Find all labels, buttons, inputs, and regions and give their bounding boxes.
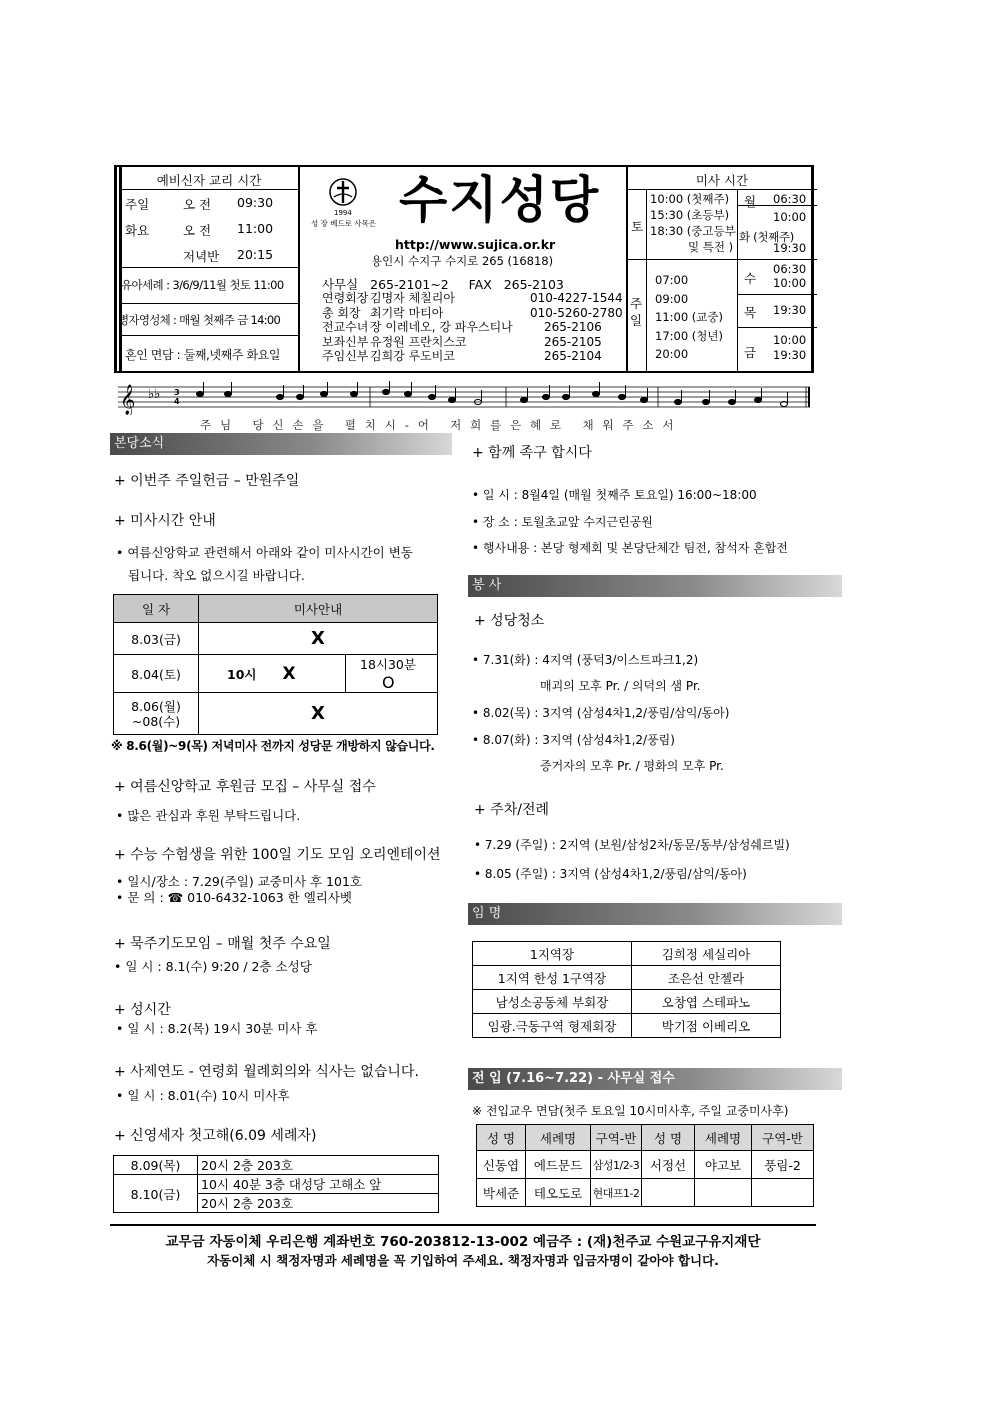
catechism-ampm: 오 전 (183, 223, 212, 238)
heading-holy-hour: + 성시간 (114, 1002, 171, 1018)
svg-text:𝄞: 𝄞 (120, 385, 136, 415)
church-logo-icon (329, 177, 357, 207)
footer-divider (110, 1224, 816, 1226)
heading-parking: + 주차/전례 (474, 802, 549, 818)
cleaning-item: 매괴의 모후 Pr. / 의덕의 샘 Pr. (540, 679, 701, 693)
parking-item: • 8.05 (주일) : 3지역 (삼성4차1,2/풍림/삼익/동아) (474, 867, 747, 881)
table-row: 8.10(금) 10시 40분 3층 대성당 고해소 앞 (114, 1175, 439, 1194)
logo-text: 성 장 베드로 사목은 (311, 219, 377, 228)
table-row: 1지역 한성 1구역장 조은선 안젤라 (473, 966, 781, 990)
prayer100-info: • 문 의 : ☎ 010-6432-1063 한 엘리사벳 (116, 890, 352, 905)
confession-table (113, 1155, 439, 1213)
mass-title: 미사 시간 (695, 173, 749, 188)
weekday-thu: 목 (744, 305, 757, 320)
logo-year: 1994 (334, 209, 352, 217)
svg-text:3: 3 (174, 388, 180, 397)
table-row: 8.03(금) X (114, 623, 438, 655)
catechism-day: 주일 (125, 197, 150, 212)
table-row: 8.09(목) 20시 2층 203호 (114, 1156, 439, 1175)
mass-note: • 여름신앙학교 관련해서 아래와 같이 미사시간이 변동 (116, 545, 413, 560)
staff-table (322, 291, 623, 364)
catechism-ampm: 저녁반 (183, 249, 220, 264)
heading-football: + 함께 족구 합시다 (472, 445, 592, 461)
divider (737, 189, 738, 373)
weekday-wed: 수 (744, 271, 757, 286)
cleaning-item: • 8.07(화) : 3지역 (삼성4차1,2/풍림) (472, 733, 675, 747)
catechism-time: 11:00 (237, 221, 274, 236)
catechism-time: 09:30 (237, 195, 274, 210)
divider (119, 167, 122, 373)
music-staff (118, 381, 812, 415)
staff-row: 보좌신부 유정원 프란치스코 265-2105 (322, 334, 602, 349)
footer-note: 자동이체 시 책정자명과 세례명을 꼭 기입하여 주세요. 책정자명과 입금자명이 같아야 합니다. (207, 1253, 719, 1268)
footer-account: 교무금 자동이체 우리은행 계좌번호 760-203812-13-002 예금주 : (재)천주교 수원교구유지재단 (165, 1234, 761, 1250)
table-row: 남성소공동체 부회장 오창엽 스테파노 (473, 990, 781, 1014)
heading-prayer100: + 수능 수험생을 위한 100일 기도 모임 오리엔테이션 (114, 847, 441, 863)
table-header: 성 명 세례명 구역-반 성 명 세례명 구역-반 (477, 1125, 814, 1151)
holy-hour-text: • 일 시 : 8.2(목) 19시 30분 미사 후 (116, 1021, 318, 1036)
table-row: 8.04(토) 10시 X 18시30분O (114, 655, 438, 693)
sun-label: 주일 (630, 296, 643, 328)
table-row: 신동엽 에드문드 삼성1/2-3 서정선 야고보 풍림-2 (477, 1151, 814, 1179)
heading-confession: + 신영세자 첫고해(6.09 세례자) (114, 1128, 317, 1144)
svg-text:4: 4 (174, 397, 180, 406)
divider (627, 259, 738, 260)
football-info: • 장 소 : 토월초교앞 수지근린공원 (472, 515, 653, 529)
mass-footnote: ※ 8.6(월)~9(목) 저녁미사 전까지 성당문 개방하지 않습니다. (111, 739, 435, 753)
section-service: 봉 사 (468, 575, 842, 597)
divider (626, 167, 628, 373)
catechism-ampm: 오 전 (183, 197, 212, 212)
heading-rosary: + 묵주기도모임 – 매월 첫주 수요일 (114, 936, 331, 952)
table-row: 1지역장 김희정 세실리아 (473, 942, 781, 966)
football-info: • 행사내용 : 본당 형제회 및 본당단체간 팀전, 참석자 혼합전 (472, 541, 788, 555)
sat-label: 토 (631, 219, 644, 234)
heading-deceased: + 사제연도 - 연령회 월례회의와 식사는 없습니다. (114, 1064, 419, 1080)
cleaning-item: 증거자의 모후 Pr. / 평화의 모후 Pr. (540, 759, 724, 773)
sun-times: 07:00 09:00 11:00 (교중) 17:00 (청년) 20:00 (655, 273, 723, 361)
church-address: 용인시 수지구 수지로 265 (16818) (371, 254, 554, 268)
mass-note: 됩니다. 착오 없으시길 바랍니다. (128, 568, 305, 583)
church-name: 수지성당 (399, 171, 601, 229)
hymn-lyrics: 주 님 당 신 손 을 펼 치 시 - 어 저 희 를 은 혜 로 채 워 주 소 서 (200, 418, 677, 432)
section-move-in: 전 입 (7.16~7.22) - 사무실 접수 (468, 1068, 842, 1090)
staff-row: 총 회장 최기락 마티아 010-5260-2780 (322, 305, 623, 320)
rosary-text: • 일 시 : 8.1(수) 9:20 / 2층 소성당 (114, 959, 312, 974)
section-parish-news: 본당소식 (110, 433, 452, 455)
catechism-time: 20:15 (237, 247, 274, 262)
infant-baptism: 유아세례 : 3/6/9/11월 첫토 11:00 (121, 278, 284, 292)
heading-mass-time: + 미사시간 안내 (114, 513, 216, 529)
heading-donation: + 여름신앙학교 후원금 모집 – 사무실 접수 (114, 779, 376, 795)
bulletin-header: 예비신자 교리 시간 주일 오 전 09:30 화요 오 전 11:00 저녁반 20:15 유아세례 : 3/6/9/11월 첫토 11:00 병자영성체 : 매월 첫째주 금 14:00 혼인 면담 : 둘째,넷째주 화요일 1994 성 장 베드로 사목은 수지성당 http://www.sujica.or.kr 용인시 수지구 수지로 265 (16818) 사무실 265-2101~2 FAX 265-2103 연령회장 김명자 체칠리아 010-4227-1544 총 회장 최기락 마티아 010-5260-2780 전교수녀 장 이레네오, 강 파우스티나 265-2106 보좌신부 유정원 프란치스코 265-2105 주임신부 김희강 루도비코 265-2104 미사 시간 토 10:00 (첫째주) 15:30 (초등부) 18:30 (중고등부 및 특전 ) 주일 07:00 09:00 11:00 (교중) 17:00 (청년) 20:00 월 06:30 화 (첫째주) 10:00 19:30 수 06:30 10:00 목 19:30 금 10:00 19:30 (114, 165, 814, 373)
sick-communion: 병자영성체 : 매월 첫째주 금 14:00 (118, 313, 281, 327)
table-row: 8.06(월) ~08(수) X (114, 693, 438, 735)
prayer100-info: • 일시/장소 : 7.29(주일) 교중미사 후 101호 (116, 874, 362, 889)
weekday-tue: 화 (첫째주) (739, 230, 794, 244)
table-row: 20시 2층 203호 (114, 1194, 439, 1213)
marriage-consult: 혼인 면담 : 둘째,넷째주 화요일 (125, 348, 281, 362)
appointment-table (472, 941, 781, 1038)
donation-text: • 많은 관심과 후원 부탁드립니다. (116, 808, 301, 823)
divider (298, 167, 300, 373)
svg-text:♭♭: ♭♭ (148, 387, 161, 402)
staff-row: 연령회장 김명자 체칠리아 010-4227-1544 (322, 291, 623, 305)
table-header: 일 자 미사안내 (114, 595, 438, 623)
table-row: 박세준 테오도로 현대프1-2 (477, 1179, 814, 1207)
move-in-table (476, 1124, 814, 1207)
weekday-mon: 월 (744, 194, 757, 209)
divider (646, 189, 647, 373)
parking-item: • 7.29 (주일) : 2지역 (보원/삼성2차/동문/동부/삼성쉐르빌) (474, 838, 790, 852)
cleaning-item: • 7.31(화) : 4지역 (풍덕3/이스트파크1,2) (472, 653, 699, 667)
cleaning-item: • 8.02(목) : 3지역 (삼성4차1,2/풍림/삼익/동아) (472, 706, 730, 720)
catechism-day: 화요 (125, 223, 150, 238)
staff-row: 전교수녀 장 이레네오, 강 파우스티나 265-2106 (322, 320, 602, 335)
heading-offering: + 이번주 주일헌금 – 만원주일 (114, 473, 300, 489)
move-in-note: ※ 전입교우 면담(첫주 토요일 10시미사후, 주일 교중미사후) (472, 1104, 789, 1118)
music-notes-icon (118, 381, 812, 415)
football-info: • 일 시 : 8월4일 (매월 첫째주 토요일) 16:00~18:00 (472, 488, 757, 502)
deceased-text: • 일 시 : 8.01(수) 10시 미사후 (116, 1088, 290, 1103)
office-phone: 사무실 265-2101~2 FAX 265-2103 (322, 277, 564, 292)
catechism-title: 예비신자 교리 시간 (156, 173, 262, 188)
church-url[interactable]: http://www.sujica.or.kr (395, 237, 556, 252)
staff-row: 주임신부 김희강 루도비코 265-2104 (322, 349, 602, 364)
heading-cleaning: + 성당청소 (474, 613, 545, 629)
weekday-fri: 금 (744, 345, 757, 360)
mass-change-table (113, 594, 438, 735)
table-row: 임광.극동구역 형제회장 박기점 이베리오 (473, 1014, 781, 1038)
section-appointment: 임 명 (468, 903, 842, 925)
sat-times: 10:00 (첫째주) 15:30 (초등부) 18:30 (중고등부 및 특전 ) (650, 192, 736, 254)
